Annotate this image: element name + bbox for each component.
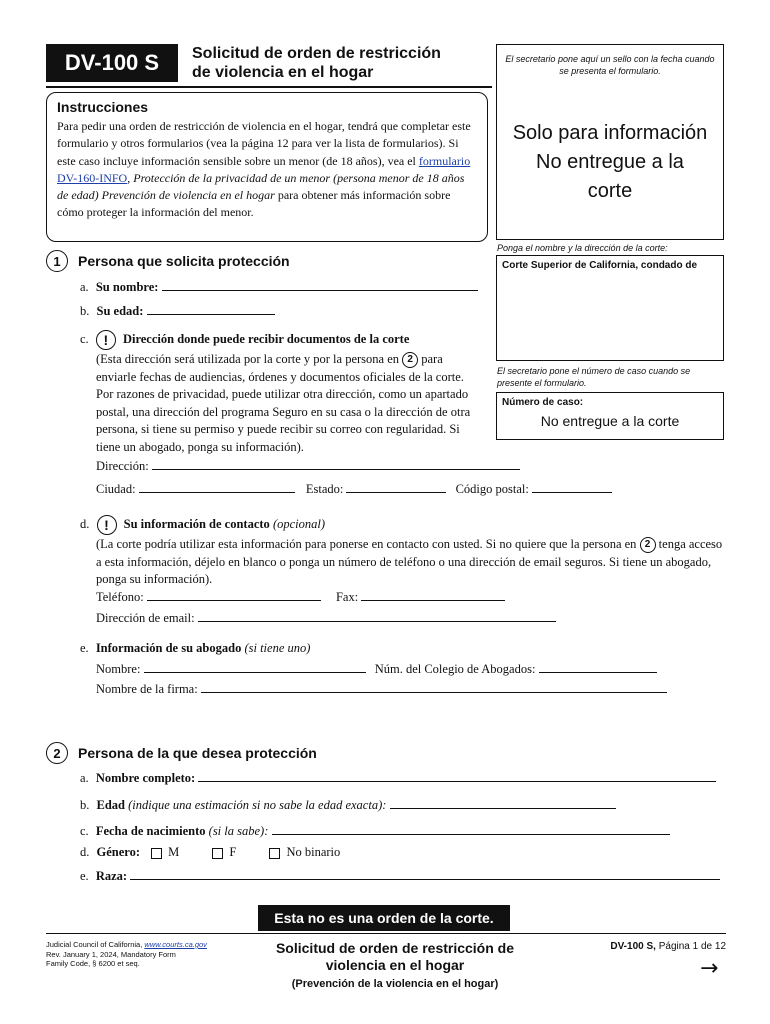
- s1-address-row: [96, 458, 520, 474]
- case-number-box[interactable]: [496, 392, 724, 440]
- instructions-form-title: Protección de la privacidad de un menor (persona menor de 18 años de edad) Prevención de violencia en el hogar: [57, 170, 465, 203]
- s1-fax-label: Fax:: [335, 590, 359, 604]
- gender-m-label: M: [168, 845, 180, 859]
- s2-c-letter: c.: [80, 824, 89, 838]
- party2-ref-badge: 2: [402, 352, 418, 368]
- section2-header: [46, 742, 317, 764]
- s1-city-input[interactable]: [139, 481, 295, 493]
- s1-zip-label: Código postal:: [455, 482, 529, 496]
- instructions-text: [57, 118, 477, 222]
- s1-email-input[interactable]: [198, 610, 556, 622]
- title-divider: [46, 86, 492, 88]
- s1-phone-label: Teléfono:: [96, 590, 144, 604]
- info-only-watermark: [497, 119, 723, 206]
- s1-lawyer-name-label: Nombre:: [96, 662, 141, 676]
- instructions-heading: Instrucciones: [57, 99, 149, 115]
- s1-lawyer-name-input[interactable]: [144, 661, 366, 673]
- court-box[interactable]: [496, 255, 724, 361]
- s1-name-label: Su nombre:: [95, 280, 159, 294]
- s1-lawyer-heading: Información de su abogado: [95, 641, 242, 655]
- s2-race-label: Raza:: [95, 869, 128, 883]
- s1-email-row: [96, 610, 556, 626]
- s1-address-explanation: [96, 351, 482, 456]
- party2-ref-badge: 2: [640, 537, 656, 553]
- s2-gender-label: Género:: [96, 845, 141, 859]
- s1-c-letter: c.: [80, 331, 89, 346]
- s1-contact-explanation: [96, 536, 726, 589]
- s2-name-label: Nombre completo:: [95, 771, 196, 785]
- courts-website-link[interactable]: www.courts.ca.gov: [144, 940, 207, 949]
- watermark-line2: No entregue a la: [536, 151, 684, 173]
- footer-rev-line: Rev. January 1, 2024, Mandatory Form: [46, 949, 176, 959]
- gender-m-checkbox[interactable]: [151, 848, 162, 859]
- footer-form-title: [250, 940, 540, 990]
- s1-age-row: [80, 303, 275, 319]
- s2-e-letter: e.: [80, 869, 89, 883]
- footer-divider: [46, 933, 726, 934]
- footer-council-line: [46, 940, 246, 950]
- footer-page-count: Página 1 de 12: [658, 941, 726, 952]
- s1-lawyer-name-row: [96, 661, 657, 677]
- footer-title-line1: Solicitud de orden de restricción de: [275, 940, 515, 956]
- s1-d-letter: d.: [80, 516, 90, 531]
- gender-f-label: F: [229, 845, 237, 859]
- s1-contact-heading-row: [80, 515, 325, 535]
- gender-f-checkbox[interactable]: [212, 848, 223, 859]
- footer-legal: [46, 940, 246, 969]
- s1-bar-input[interactable]: [539, 661, 657, 673]
- section2-number: 2: [46, 742, 68, 764]
- case-prompt: El secretario pone el número de caso cuando se presente el formulario.: [497, 366, 691, 388]
- s1-address-heading-row: [80, 330, 409, 350]
- s1-name-row: [80, 279, 478, 295]
- case-number-label: Número de caso:: [502, 397, 584, 408]
- s1-email-label: Dirección de email:: [96, 611, 195, 625]
- watermark-line1: Solo para información: [512, 122, 708, 144]
- s1-phone-input[interactable]: [147, 589, 321, 601]
- s1-e-letter: e.: [80, 641, 89, 655]
- footer-page-number: [560, 941, 726, 952]
- watermark-line3: corte: [587, 180, 633, 202]
- s2-age-input[interactable]: [390, 797, 616, 809]
- s1-bar-label: Núm. del Colegio de Abogados:: [374, 662, 536, 676]
- clerk-stamp-note: El secretario pone aquí un sello con la fecha cuando se presenta el formulario.: [505, 54, 715, 76]
- section2-heading: Persona de la que desea protección: [78, 745, 317, 761]
- s2-a-letter: a.: [80, 771, 89, 785]
- s1-address-input[interactable]: [152, 458, 520, 470]
- s2-gender-row: [80, 845, 340, 860]
- s2-dob-hint: (si la sabe):: [208, 824, 269, 838]
- section1-number: 1: [46, 250, 68, 272]
- s1-state-input[interactable]: [346, 481, 446, 493]
- alert-icon: !: [97, 515, 117, 535]
- s1-lawyer-optional: (si tiene uno): [244, 641, 311, 655]
- s1-phone-row: [96, 589, 505, 605]
- gender-nonbinary-label: No binario: [286, 845, 341, 859]
- gender-nonbinary-checkbox[interactable]: [269, 848, 280, 859]
- s1-name-input[interactable]: [162, 279, 478, 291]
- s2-dob-label: Fecha de nacimiento: [95, 824, 206, 838]
- section1-header: [46, 250, 290, 272]
- instructions-text-part1: Para pedir una orden de restricción de violencia en el hogar, tendrá que completar este formulario y otros formularios (vea la página 12 para ver la lista de formularios). Si este caso incluye información sensible sobre un menor (de 18 años), vea el: [57, 119, 471, 168]
- s1-age-input[interactable]: [147, 303, 275, 315]
- s1-fax-input[interactable]: [361, 589, 505, 601]
- s1-state-label: Estado:: [305, 482, 344, 496]
- s1-age-label: Su edad:: [96, 304, 144, 318]
- instructions-box: [46, 92, 488, 242]
- case-number-value: No entregue a la corte: [540, 413, 680, 429]
- s2-name-input[interactable]: [198, 770, 716, 782]
- s2-race-row: [80, 868, 720, 884]
- form-title: [192, 44, 492, 82]
- s1-contact-heading: Su información de contacto: [123, 516, 270, 531]
- s1-address-label: Dirección:: [96, 459, 149, 473]
- instructions-text-part3: para obtener más información sobre cómo proteger la información del menor.: [57, 188, 451, 220]
- footer-subtitle: (Prevención de la violencia en el hogar): [291, 978, 499, 990]
- s1-address-text-part1: (Esta dirección será utilizada por la corte y por la persona en: [96, 352, 399, 366]
- s2-name-row: [80, 770, 716, 786]
- court-label: Corte Superior de California, condado de: [502, 260, 698, 271]
- s1-b-letter: b.: [80, 304, 90, 318]
- s1-a-letter: a.: [80, 280, 89, 294]
- alert-icon: !: [96, 330, 116, 350]
- s2-d-letter: d.: [80, 845, 90, 859]
- dv160-info-link[interactable]: formulario DV-160-INFO: [57, 153, 471, 185]
- s1-city-row: [96, 481, 612, 497]
- s2-b-letter: b.: [80, 798, 90, 812]
- s2-age-row: [80, 797, 616, 813]
- s1-city-label: Ciudad:: [96, 482, 136, 496]
- s1-contact-text-part2: tenga acceso a esta información, déjelo en blanco o ponga un número de teléfono o una dirección de email seguros. Si tiene un abogado, ponga su información).: [96, 537, 723, 586]
- s2-age-hint: (indique una estimación si no sabe la edad exacta):: [128, 798, 387, 812]
- s1-firm-label: Nombre de la firma:: [96, 682, 198, 696]
- s1-lawyer-heading-row: [80, 641, 310, 656]
- s2-race-input[interactable]: [130, 868, 720, 880]
- court-prompt: Ponga el nombre y la dirección de la corte:: [497, 243, 668, 253]
- form-id-badge: DV-100 S: [46, 44, 178, 82]
- section1-heading: Persona que solicita protección: [78, 253, 290, 269]
- s1-address-text-part2: para enviarle fechas de audiencias, órdenes y documentos oficiales de la corte. Por razones de privacidad, puede utilizar otra dirección, como un apartado postal, una dirección del programa Seguro en su casa o la dirección de otra persona, si tiene su permiso y puede recibir su correo con regularidad. Si tiene un abogado, ponga su información).: [96, 352, 471, 454]
- footer-page-form: DV-100 S,: [610, 941, 656, 952]
- s1-firm-input[interactable]: [201, 681, 667, 693]
- instructions-text-part2: ,: [127, 170, 134, 185]
- s1-firm-row: [96, 681, 667, 697]
- next-page-arrow-icon[interactable]: →: [700, 956, 719, 981]
- footer-council-text: Judicial Council of California,: [46, 940, 145, 949]
- s2-dob-input[interactable]: [272, 823, 670, 835]
- s1-address-heading: Dirección donde puede recibir documentos de la corte: [122, 331, 410, 346]
- s2-age-label: Edad: [96, 798, 125, 812]
- clerk-stamp-box: [496, 44, 724, 240]
- footer-title-line2: violencia en el hogar: [325, 957, 465, 973]
- s1-contact-optional: (opcional): [272, 516, 326, 531]
- form-title-line1: Solicitud de orden de restricción: [192, 45, 441, 62]
- not-court-order-banner: Esta no es una orden de la corte.: [258, 905, 510, 931]
- form-title-line2: de violencia en el hogar: [192, 64, 374, 81]
- footer-code-line: Family Code, § 6200 et seq.: [46, 959, 140, 968]
- s2-dob-row: [80, 823, 670, 839]
- s1-contact-text-part1: (La corte podría utilizar esta información para ponerse en contacto con usted. Si no quiere que la persona en: [96, 537, 637, 551]
- s1-zip-input[interactable]: [532, 481, 612, 493]
